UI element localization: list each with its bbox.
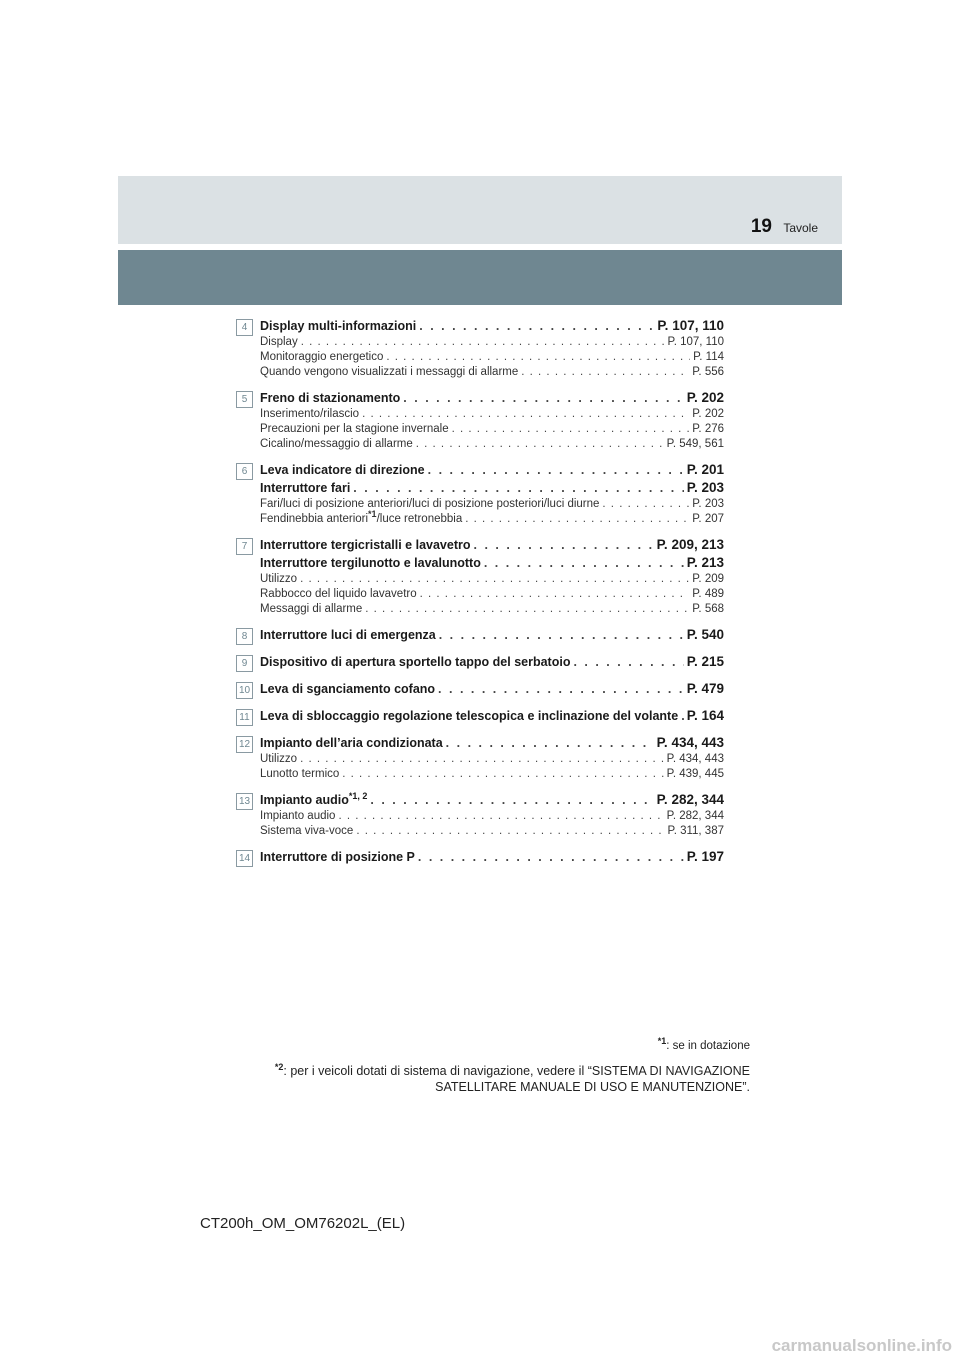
entry-label: [260, 602, 362, 617]
entry-label-text: Fari/luci di posizione anteriori/luci di posizione posteriori/luci diurne: [260, 498, 600, 510]
page-reference: P. 207: [692, 513, 724, 525]
page-reference: P. 311, 387: [667, 825, 724, 837]
page-reference: P. 107, 110: [667, 336, 724, 348]
page-reference: P. 203: [692, 498, 724, 510]
entry-label-text: Lunotto termico: [260, 768, 340, 780]
callout-number: 12: [236, 736, 253, 753]
footnote-ref: *1: [368, 509, 377, 520]
dot-leader: [403, 390, 683, 407]
entry-label: [260, 437, 413, 452]
toc-subentry: [260, 509, 724, 527]
dot-leader: [474, 537, 654, 554]
dot-leader: [419, 318, 654, 335]
toc-group: [236, 848, 724, 866]
page-reference: P. 114: [693, 351, 724, 363]
toc-entry: [260, 626, 724, 644]
entry-label: [260, 681, 435, 698]
callout-number: 10: [236, 682, 253, 699]
entry-label-text: Utilizzo: [260, 753, 298, 765]
toc-entry: [260, 707, 724, 725]
entry-label-text: Display: [260, 336, 298, 348]
dot-leader: [300, 572, 689, 587]
dot-leader: [521, 365, 689, 380]
toc-entry: [260, 479, 724, 497]
entry-label: [260, 390, 400, 407]
entry-label-text: Fendinebbia anteriori: [260, 513, 369, 525]
entry-label-text: Cicalino/messaggio di allarme: [260, 438, 413, 450]
entry-label: [260, 537, 471, 554]
entry-label: [260, 335, 298, 350]
entry-label-text: Leva di sbloccaggio regolazione telescopica e inclinazione del volante: [260, 709, 679, 723]
dot-leader: [353, 480, 683, 497]
toc-entry: [260, 461, 724, 479]
entry-label: [260, 587, 417, 602]
toc-entry: [260, 653, 724, 671]
dot-leader: [452, 422, 690, 437]
toc-group: [236, 707, 724, 725]
page-reference: P. 197: [686, 849, 724, 864]
dot-leader: [356, 824, 664, 839]
entry-label: [260, 497, 599, 512]
entry-label-text: Monitoraggio energetico: [260, 351, 384, 363]
page-reference: P. 203: [686, 480, 724, 495]
toc-entry: [260, 680, 724, 698]
toc-subentry: [260, 350, 724, 365]
toc-subentry: [260, 752, 724, 767]
callout-number: 8: [236, 628, 253, 645]
entry-label-text: Impianto audio: [260, 793, 349, 807]
dot-leader: [439, 627, 684, 644]
section-title: Tavole: [783, 221, 818, 235]
watermark: carmanualsonline.info: [771, 1336, 952, 1355]
page-reference: P. 215: [686, 654, 724, 669]
toc-subentry: [260, 422, 724, 437]
page-reference: P. 540: [686, 627, 724, 642]
entry-label: [260, 627, 436, 644]
toc-subentry: [260, 767, 724, 782]
page-reference: P. 202: [692, 408, 724, 420]
toc-group: [236, 536, 724, 617]
entry-label: [260, 318, 416, 335]
page-reference: P. 549, 561: [666, 438, 724, 450]
toc-subentry: [260, 437, 724, 452]
dot-leader: [446, 735, 654, 752]
entry-label-text: Interruttore luci di emergenza: [260, 628, 436, 642]
entry-label-text: Interruttore tergilunotto e lavalunotto: [260, 556, 481, 570]
entry-label-text: Sistema viva-voce: [260, 825, 354, 837]
entry-label-text: Leva di sganciamento cofano: [260, 682, 436, 696]
entry-label: [260, 654, 570, 671]
page-reference: P. 202: [686, 390, 724, 405]
footnote-ref: *1, 2: [348, 790, 368, 801]
page-reference: P. 282, 344: [656, 792, 724, 807]
toc-subentry: [260, 335, 724, 350]
entry-label-text: Impianto dell’aria condizionata: [260, 736, 443, 750]
dot-leader: [342, 767, 663, 782]
dot-leader: [416, 437, 664, 452]
entry-label-text: Rabbocco del liquido lavavetro: [260, 588, 417, 600]
entry-label: [260, 752, 297, 767]
footnote-1-text: : se in dotazione: [666, 1040, 750, 1052]
entry-label: [260, 767, 339, 782]
toc-group: [236, 791, 724, 839]
dot-leader: [301, 335, 665, 350]
toc-subentry: [260, 587, 724, 602]
entry-label: [260, 792, 367, 809]
dot-leader: [386, 350, 690, 365]
dot-leader: [465, 512, 689, 527]
dot-leader: [338, 809, 663, 824]
entry-label-text: Interruttore fari: [260, 481, 351, 495]
entry-label: [260, 509, 463, 527]
toc-entry: [260, 536, 724, 554]
table-of-contents: [236, 317, 724, 875]
page-reference: P. 209: [692, 573, 724, 585]
dot-leader: [365, 602, 689, 617]
entry-label: [260, 350, 383, 365]
page-reference: P. 276: [692, 423, 724, 435]
entry-label: [260, 462, 425, 479]
page-reference: P. 107, 110: [657, 318, 724, 333]
entry-label: [260, 849, 415, 866]
page-reference: P. 434, 443: [656, 735, 724, 750]
entry-label: [260, 480, 350, 497]
page-reference: P. 201: [686, 462, 724, 477]
dot-leader: [573, 654, 683, 671]
dot-leader: [418, 849, 684, 866]
entry-label-text: Utilizzo: [260, 573, 298, 585]
toc-subentry: [260, 572, 724, 587]
toc-subentry: [260, 809, 724, 824]
entry-label-text: Interruttore tergicristalli e lavavetro: [260, 538, 471, 552]
dot-leader: [602, 497, 689, 512]
entry-label-suffix: /luce retronebbia: [376, 513, 463, 525]
toc-entry: [260, 848, 724, 866]
callout-number: 6: [236, 463, 253, 480]
page-reference: P. 568: [692, 603, 724, 615]
dot-leader: [362, 407, 689, 422]
entry-label-text: Display multi-informazioni: [260, 319, 417, 333]
entry-label: [260, 809, 335, 824]
toc-group: [236, 461, 724, 527]
toc-entry: [260, 734, 724, 752]
toc-entry: [260, 389, 724, 407]
footnote-2-text: : per i veicoli dotati di sistema di navigazione, vedere il “SISTEMA DI NAVIGAZIONE SATELLITARE MANUALE DI USO E MANUTENZIONE”.: [283, 1064, 750, 1094]
dot-leader: [681, 708, 684, 725]
footnote-1-mark: *1: [657, 1036, 667, 1047]
toc-subentry: [260, 602, 724, 617]
page-number: 19: [750, 216, 772, 237]
entry-label-text: Impianto audio: [260, 810, 336, 822]
page-reference: P. 213: [686, 555, 724, 570]
page-reference: P. 282, 344: [666, 810, 724, 822]
page-reference: P. 556: [692, 366, 724, 378]
footnote-2-mark: *2: [274, 1061, 284, 1072]
toc-group: [236, 653, 724, 671]
header-band: [118, 176, 842, 244]
entry-label-text: Freno di stazionamento: [260, 391, 401, 405]
callout-number: 13: [236, 793, 253, 810]
entry-label: [260, 708, 678, 725]
footnote-2: [190, 1063, 750, 1095]
callout-number: 9: [236, 655, 253, 672]
callout-number: 14: [236, 850, 253, 867]
toc-subentry: [260, 365, 724, 380]
toc-group: [236, 389, 724, 452]
callout-number: 4: [236, 319, 253, 336]
toc-entry: [260, 317, 724, 335]
page-reference: P. 479: [686, 681, 724, 696]
entry-label: [260, 735, 443, 752]
document-code: CT200h_OM_OM76202L_(EL): [200, 1215, 406, 1232]
toc-group: [236, 680, 724, 698]
dot-leader: [420, 587, 690, 602]
toc-group: [236, 317, 724, 380]
page-reference: P. 434, 443: [666, 753, 724, 765]
entry-label-text: Interruttore di posizione P: [260, 850, 415, 864]
entry-label: [260, 422, 449, 437]
dot-leader: [484, 555, 684, 572]
callout-number: 11: [236, 709, 253, 726]
entry-label: [260, 407, 359, 422]
page-reference: P. 209, 213: [656, 537, 724, 552]
toc-entry: [260, 791, 724, 809]
page-reference: P. 489: [692, 588, 724, 600]
page-reference: P. 439, 445: [666, 768, 724, 780]
footnote-1: [657, 1036, 750, 1052]
entry-label-text: Messaggi di allarme: [260, 603, 363, 615]
entry-label-text: Inserimento/rilascio: [260, 408, 360, 420]
entry-label-text: Leva indicatore di direzione: [260, 463, 425, 477]
dot-leader: [428, 462, 684, 479]
callout-number: 7: [236, 538, 253, 555]
dot-leader: [370, 792, 653, 809]
entry-label-text: Dispositivo di apertura sportello tappo del serbatoio: [260, 655, 571, 669]
dot-leader: [438, 681, 684, 698]
entry-label: [260, 824, 353, 839]
toc-subentry: [260, 407, 724, 422]
callout-number: 5: [236, 391, 253, 408]
entry-label: [260, 555, 481, 572]
toc-subentry: [260, 497, 724, 512]
page-reference: P. 164: [686, 708, 724, 723]
toc-subentry: [260, 824, 724, 839]
entry-label-text: Quando vengono visualizzati i messaggi di allarme: [260, 366, 519, 378]
toc-group: [236, 734, 724, 782]
entry-label: [260, 365, 518, 380]
dot-leader: [300, 752, 664, 767]
header-dark-band: [118, 250, 842, 305]
entry-label-text: Precauzioni per la stagione invernale: [260, 423, 449, 435]
toc-group: [236, 626, 724, 644]
toc-entry: [260, 554, 724, 572]
entry-label: [260, 572, 297, 587]
